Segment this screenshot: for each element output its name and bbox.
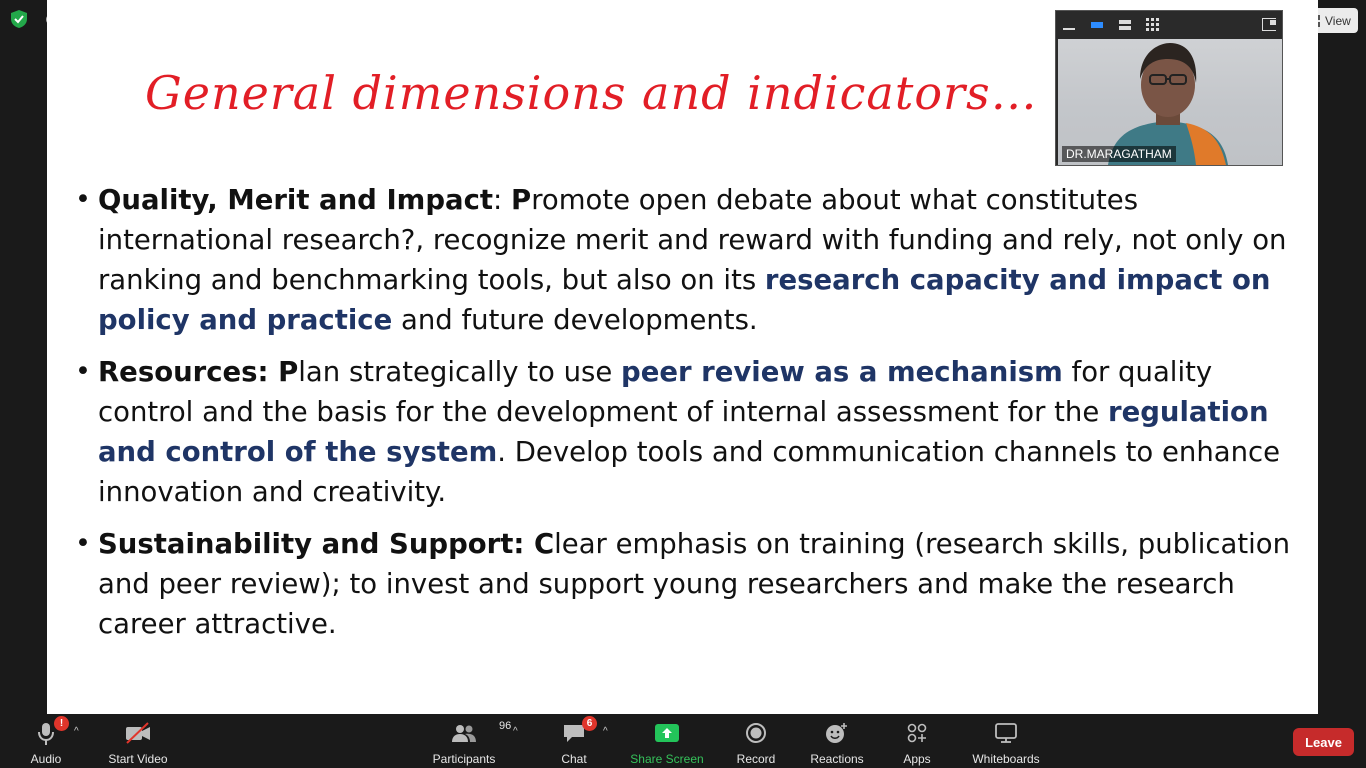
bullet-highlight: regulation and control of the system (98, 396, 1269, 468)
slide-bullet-list (75, 180, 1310, 656)
reactions-button[interactable] (808, 714, 866, 768)
bullet-text: romote open debate about what constitutes international research?, recognize merit and reward with funding and rely, not only on ranking and benchmarking tools, but also on its (98, 184, 1287, 296)
bullet-resources (75, 352, 1310, 512)
participants-label: Participants (432, 752, 496, 766)
apps-button[interactable] (898, 714, 936, 768)
chat-button[interactable] (556, 714, 592, 768)
audio-alert-badge: ! (54, 716, 69, 731)
participants-button[interactable] (430, 714, 512, 768)
bullet-initial: C (524, 528, 555, 560)
minimize-icon[interactable] (1062, 19, 1076, 31)
bullet-highlight: peer review as a mechanism (621, 356, 1063, 388)
share-screen-icon (655, 723, 679, 743)
share-screen-label: Share Screen (630, 752, 704, 766)
view-label: View (1325, 13, 1351, 28)
reactions-label: Reactions (810, 752, 864, 766)
whiteboard-icon (994, 722, 1018, 744)
bullet-heading: Sustainability and Support: (98, 528, 525, 560)
apps-icon (906, 722, 928, 744)
bullet-quality (75, 180, 1310, 340)
single-speaker-icon[interactable] (1090, 19, 1104, 31)
audio-label: Audio (30, 752, 62, 766)
bullet-initial: P (511, 184, 532, 216)
bullet-heading: Quality, Merit and Impact (98, 184, 494, 216)
speaker-video-thumbnail[interactable] (1055, 10, 1283, 166)
bullet-separator: : (493, 184, 512, 216)
start-video-button[interactable] (106, 714, 170, 768)
slide-title: General dimensions and indicators… (145, 66, 1038, 120)
side-by-side-icon[interactable] (1118, 19, 1132, 31)
whiteboards-label: Whiteboards (972, 752, 1040, 766)
chat-options-caret[interactable]: ^ (603, 726, 608, 737)
bullet-highlight: research capacity and impact on policy and practice (98, 264, 1271, 336)
encryption-shield-icon[interactable] (8, 8, 30, 30)
participants-icon (451, 723, 477, 743)
gallery-grid-icon[interactable] (1146, 19, 1160, 31)
leave-button[interactable]: Leave (1293, 728, 1354, 756)
audio-options-caret[interactable]: ^ (74, 726, 79, 737)
bullet-text: and future developments. (392, 304, 758, 336)
start-video-label: Start Video (108, 752, 168, 766)
record-button[interactable] (734, 714, 778, 768)
bullet-text: lan strategically to use (298, 356, 622, 388)
bullet-text: . Develop tools and communication channels to enhance innovation and creativity. (98, 436, 1281, 508)
speaker-name-label: DR.MARAGATHAM (1062, 146, 1176, 162)
apps-label: Apps (903, 752, 931, 766)
video-off-icon (124, 722, 152, 744)
audio-button[interactable] (26, 714, 66, 768)
chat-unread-badge: 6 (582, 716, 597, 731)
record-icon (745, 722, 767, 744)
bullet-sustainability (75, 524, 1310, 644)
smiley-icon (825, 722, 849, 744)
bullet-initial: P (268, 356, 299, 388)
participants-options-caret[interactable]: ^ (513, 726, 518, 737)
chat-label: Chat (561, 752, 587, 766)
thumbnail-controls (1056, 11, 1282, 38)
bullet-text: for quality control and the basis for the development of internal assessment for the (98, 356, 1213, 428)
whiteboards-button[interactable] (968, 714, 1044, 768)
bullet-text: lear emphasis on training (research skills, publication and peer review); to invest and support young researchers and make the research career attractive. (98, 528, 1291, 640)
speaker-video (1058, 39, 1282, 165)
microphone-icon (36, 720, 56, 746)
meeting-toolbar (0, 714, 1366, 768)
bullet-heading: Resources: (98, 356, 269, 388)
pop-out-icon[interactable] (1262, 19, 1276, 31)
participant-count: 96 (499, 720, 512, 732)
record-label: Record (736, 752, 776, 766)
share-screen-button[interactable] (628, 714, 706, 768)
